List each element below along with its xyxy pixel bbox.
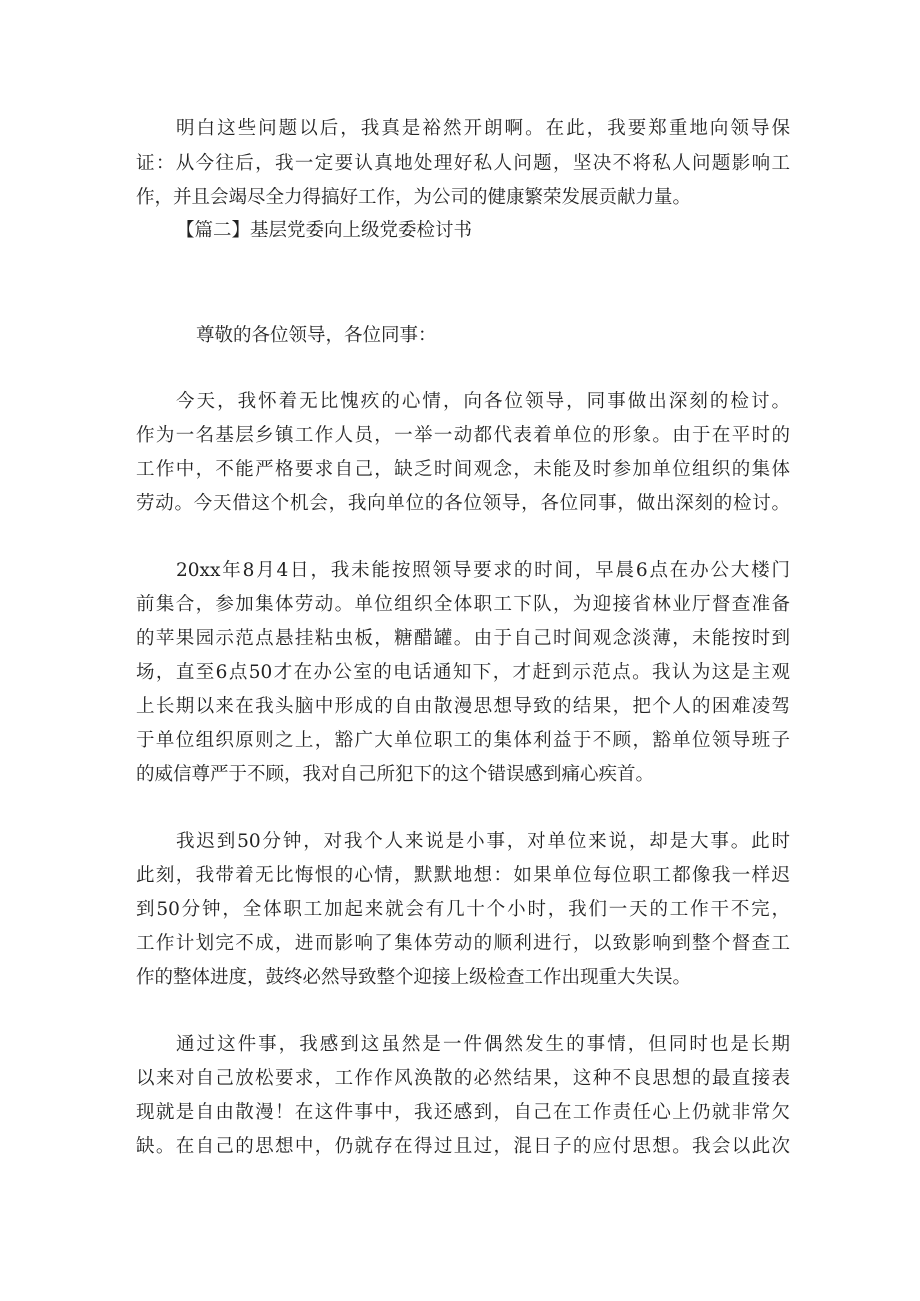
paragraph3-line-1: 我迟到50分钟，对我个人来说是小事，对单位来说，却是大事。此时 bbox=[176, 831, 790, 852]
paragraph2-line-1: 20xx年8月4日，我未能按照领导要求的时间，早晨6点在办公大楼门 bbox=[176, 560, 790, 581]
paragraph2-line-5: 上长期以来在我头脑中形成的自由散漫思想导致的结果，把个人的困难凌驾 bbox=[136, 696, 790, 717]
paragraph2-line-6: 于单位组织原则之上，豁广大单位职工的集体利益于不顾，豁单位领导班子 bbox=[136, 730, 790, 751]
paragraph1-line-4: 劳动。今天借这个机会，我向单位的各位领导，各位同事，做出深刻的检讨。 bbox=[136, 493, 790, 514]
intro-line-3: 作，并且会竭尽全力得搞好工作，为公司的健康繁荣发展贡献力量。 bbox=[136, 187, 692, 208]
section-heading: 【篇二】基层党委向上级党委检讨书 bbox=[176, 220, 473, 241]
paragraph3-line-4: 工作计划完不成，进而影响了集体劳动的顺利进行，以致影响到整个督查工 bbox=[136, 933, 790, 954]
paragraph2-line-3: 的苹果园示范点悬挂粘虫板，糖醋罐。由于自己时间观念淡薄，未能按时到 bbox=[136, 628, 790, 649]
paragraph4-line-3: 现就是自由散漫！在这件事中，我还感到，自己在工作责任心上仍就非常欠 bbox=[136, 1102, 790, 1123]
paragraph1-line-1: 今天，我怀着无比愧疚的心情，向各位领导，同事做出深刻的检讨。 bbox=[176, 391, 790, 412]
paragraph4-line-1: 通过这件事，我感到这虽然是一件偶然发生的事情，但同时也是长期 bbox=[176, 1034, 790, 1055]
intro-line-1: 明白这些问题以后，我真是裕然开朗啊。在此，我要郑重地向领导保 bbox=[176, 118, 790, 139]
intro-line-2: 证：从今往后，我一定要认真地处理好私人问题，坚决不将私人问题影响工 bbox=[136, 153, 790, 174]
paragraph3-line-2: 此刻，我带着无比悔恨的心情，默默地想：如果单位每位职工都像我一样迟 bbox=[136, 865, 790, 886]
paragraph3-line-3: 到50分钟，全体职工加起来就会有几十个小时，我们一天的工作干不完， bbox=[136, 899, 790, 920]
paragraph1-line-2: 作为一名基层乡镇工作人员，一举一动都代表着单位的形象。由于在平时的 bbox=[136, 425, 790, 446]
paragraph4-line-2: 以来对自己放松要求，工作作风涣散的必然结果，这种不良思想的最直接表 bbox=[136, 1068, 790, 1089]
paragraph2-line-4: 场，直至6点50才在办公室的电话通知下，才赶到示范点。我认为这是主观 bbox=[136, 662, 790, 683]
paragraph4-line-4: 缺。在自己的思想中，仍就存在得过且过，混日子的应付思想。我会以此次 bbox=[136, 1136, 790, 1157]
paragraph1-line-3: 工作中，不能严格要求自己，缺乏时间观念，未能及时参加单位组织的集体 bbox=[136, 459, 790, 480]
paragraph3-line-5: 作的整体进度，鼓终必然导致整个迎接上级检查工作出现重大失误。 bbox=[136, 967, 692, 988]
paragraph2-line-2: 前集合，参加集体劳动。单位组织全体职工下队，为迎接省林业厅督查准备 bbox=[136, 594, 790, 615]
salutation: 尊敬的各位领导，各位同事： bbox=[196, 325, 437, 346]
paragraph2-line-7: 的威信尊严于不顾，我对自己所犯下的这个错误感到痛心疾首。 bbox=[136, 764, 655, 785]
